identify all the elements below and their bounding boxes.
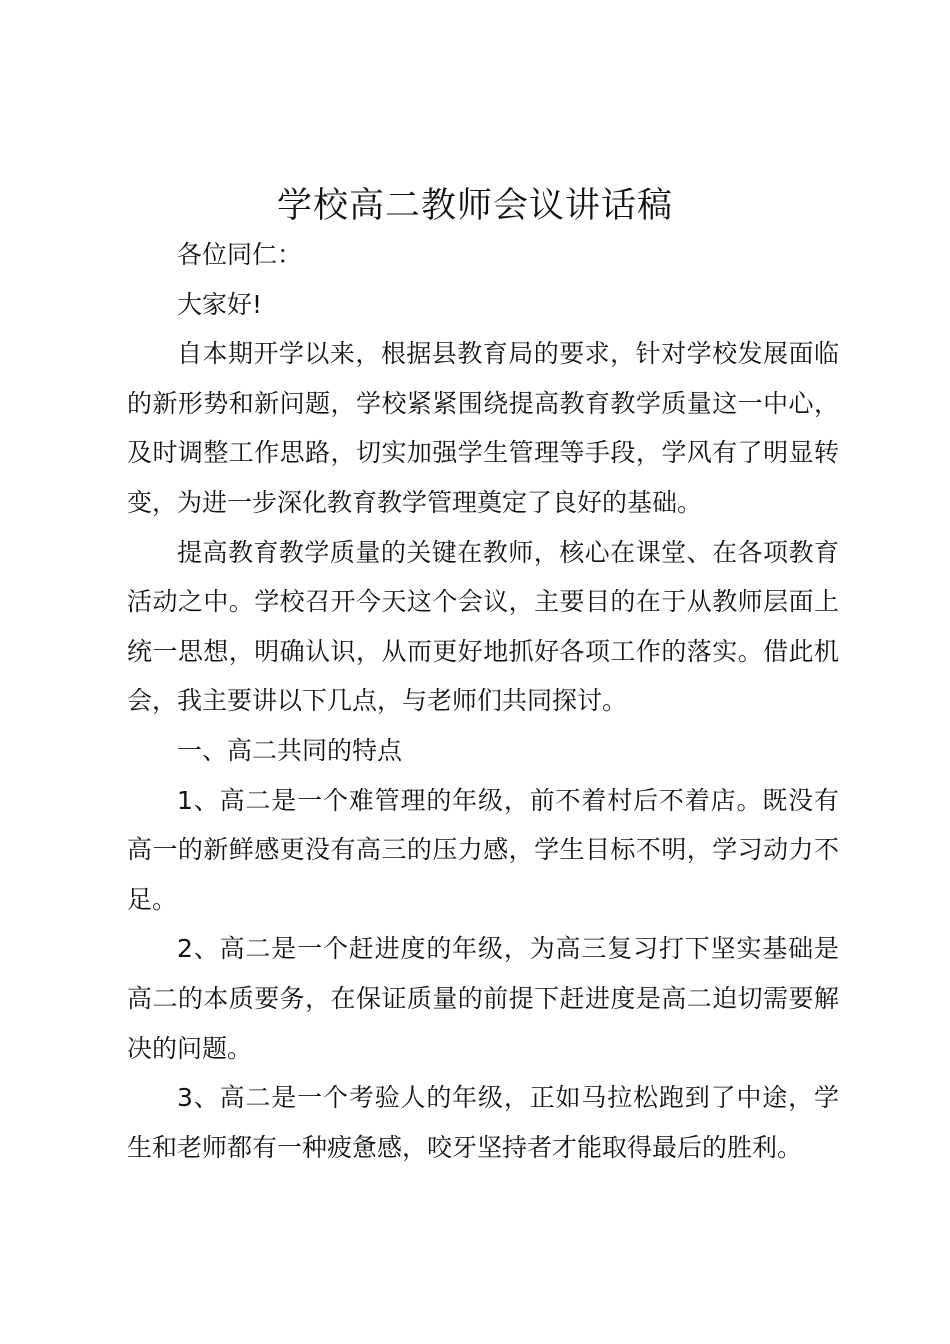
paragraph-purpose: 提高教育教学质量的关键在教师，核心在课堂、在各项教育活动之中。学校召开今天这个会议，主要目的在于从教师层面上统一思想，明确认识，从而更好地抓好各项工作的落实。借此机会，我主要讲以下几点，与老师们共同探讨。	[127, 537, 839, 716]
point-1: 1、高二是一个难管理的年级，前不着村后不着店。既没有高一的新鲜感更没有高三的压力感，学生目标不明，学习动力不足。	[127, 785, 839, 914]
paragraph-intro: 自本期开学以来，根据县教育局的要求，针对学校发展面临的新形势和新问题，学校紧紧围绕提高教育教学质量这一中心，及时调整工作思路，切实加强学生管理等手段，学风有了明显转变，为进一步深化教育教学管理奠定了良好的基础。	[127, 339, 839, 517]
document-body	[127, 230, 839, 1172]
section-heading: 一、高二共同的特点	[177, 735, 403, 765]
point-2: 2、高二是一个赶进度的年级，为高三复习打下坚实基础是高二的本质要务，在保证质量的前提下赶进度是高二迫切需要解决的问题。	[127, 934, 839, 1063]
salutation: 大家好!	[177, 289, 263, 319]
point-3: 3、高二是一个考验人的年级，正如马拉松跑到了中途，学生和老师都有一种疲惫感，咬牙坚持者才能取得最后的胜利。	[127, 1083, 839, 1162]
greeting: 各位同仁：	[177, 240, 303, 269]
document-title: 学校高二教师会议讲话稿	[276, 186, 673, 226]
